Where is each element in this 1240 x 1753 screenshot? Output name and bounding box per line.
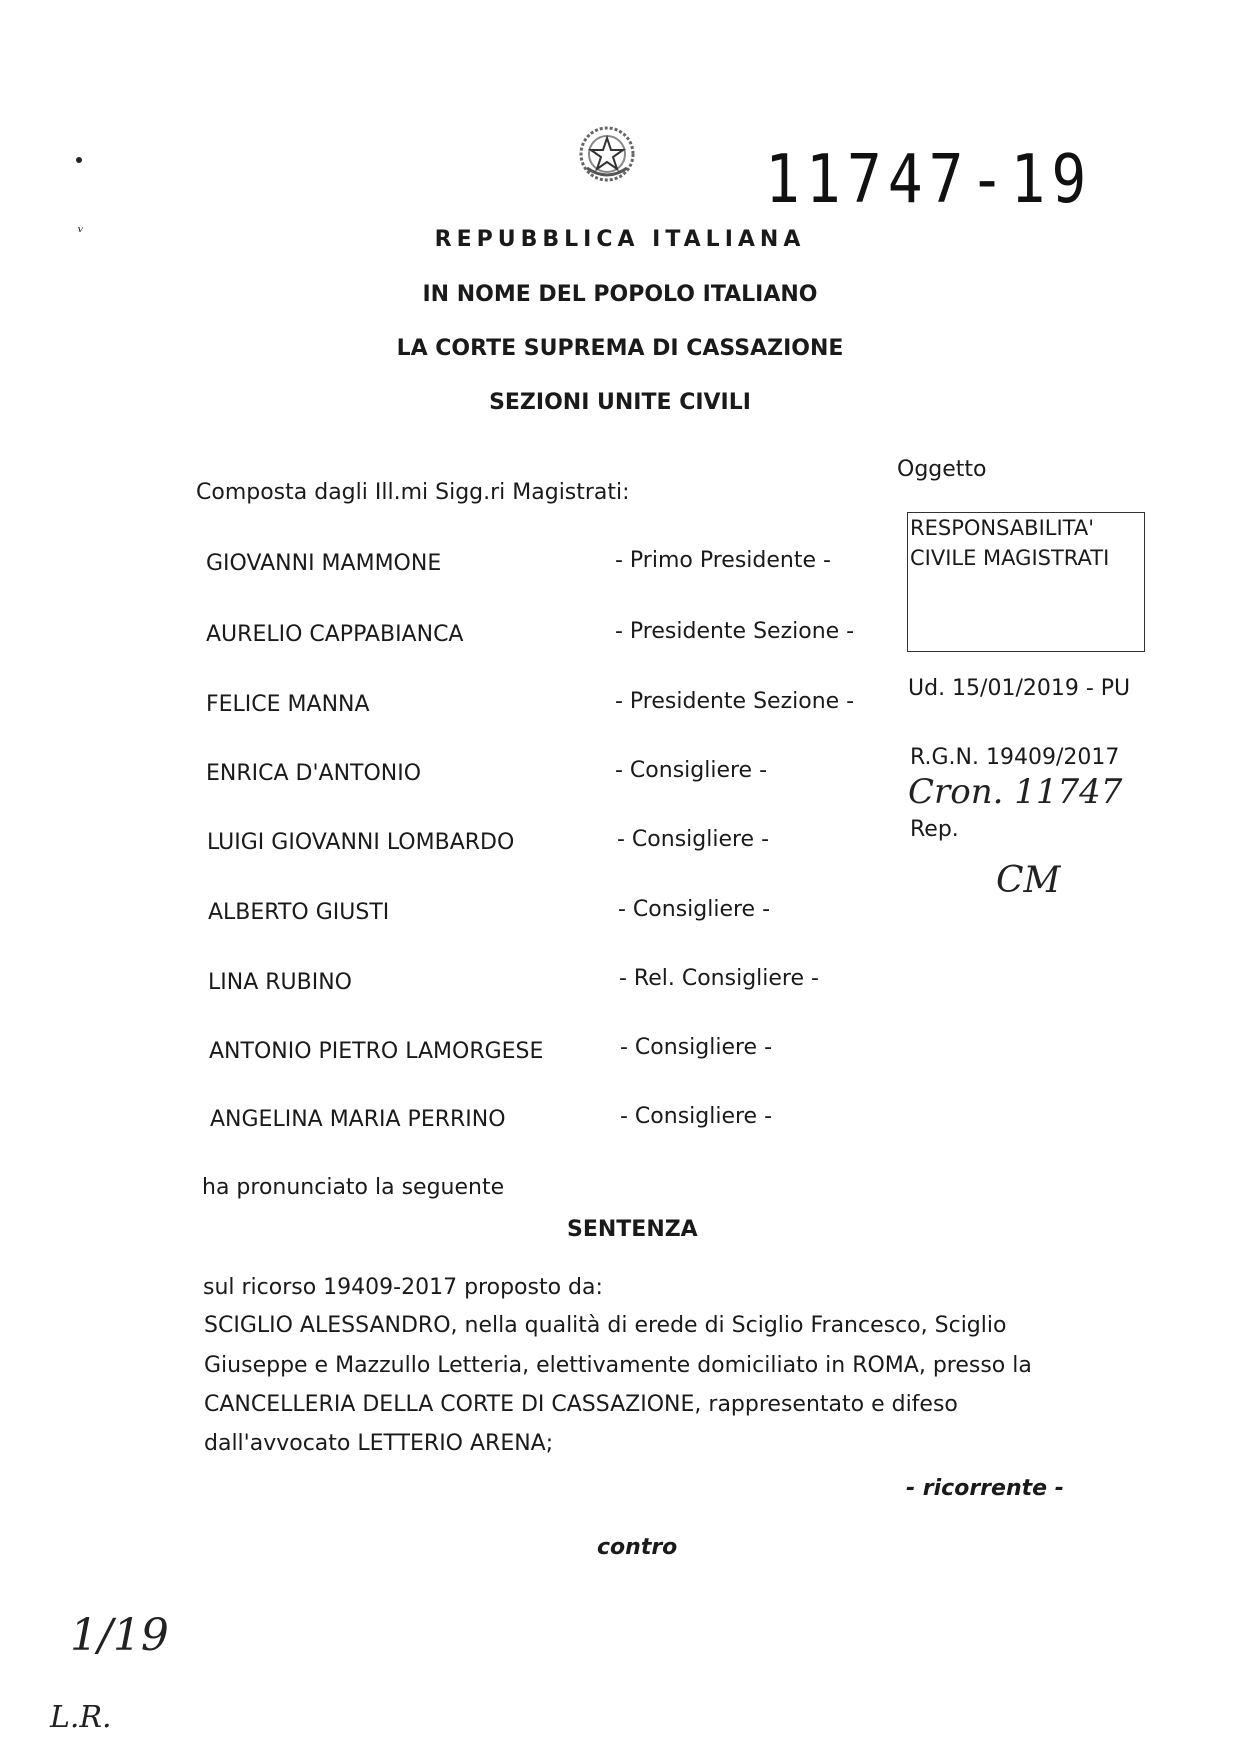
- judge-role-4: - Consigliere -: [615, 758, 768, 783]
- header-republic: REPUBBLICA ITALIANA: [434, 227, 806, 252]
- header-section: SEZIONI UNITE CIVILI: [489, 390, 751, 415]
- header-people: IN NOME DEL POPOLO ITALIANO: [422, 282, 818, 307]
- composition-label: Composta dagli Ill.mi Sigg.ri Magistrati:: [196, 480, 630, 505]
- rgn-number: R.G.N. 19409/2017: [910, 745, 1120, 770]
- judge-role-7: - Rel. Consigliere -: [619, 966, 819, 991]
- republic-emblem-icon: [577, 124, 637, 184]
- contro-label: contro: [597, 1535, 678, 1560]
- scan-dot: [76, 157, 82, 163]
- judge-role-9: - Consigliere -: [620, 1104, 773, 1129]
- judge-name-2: AURELIO CAPPABIANCA: [206, 622, 464, 647]
- judge-role-8: - Consigliere -: [620, 1035, 773, 1060]
- page-mark: 1/19: [70, 1610, 169, 1661]
- judge-name-5: LUIGI GIOVANNI LOMBARDO: [207, 830, 515, 855]
- judge-name-3: FELICE MANNA: [206, 692, 370, 717]
- judge-name-9: ANGELINA MARIA PERRINO: [210, 1107, 506, 1132]
- scan-mark: ᵛ: [78, 222, 84, 241]
- judge-name-8: ANTONIO PIETRO LAMORGESE: [209, 1039, 544, 1064]
- cron-handwritten: Cron. 11747: [908, 772, 1123, 812]
- judge-name-4: ENRICA D'ANTONIO: [206, 761, 422, 786]
- judge-role-6: - Consigliere -: [618, 897, 771, 922]
- judge-name-6: ALBERTO GIUSTI: [208, 900, 390, 925]
- body-line-4: dall'avvocato LETTERIO ARENA;: [204, 1431, 554, 1456]
- rep-initials: CM: [996, 860, 1061, 901]
- footer-initials: L.R.: [50, 1700, 112, 1735]
- judge-role-3: - Presidente Sezione -: [615, 689, 855, 714]
- judge-role-2: - Presidente Sezione -: [615, 619, 855, 644]
- body-line-3: CANCELLERIA DELLA CORTE DI CASSAZIONE, rappresentato e difeso: [204, 1392, 958, 1417]
- sentenza-title: SENTENZA: [567, 1217, 698, 1242]
- judge-role-5: - Consigliere -: [617, 827, 770, 852]
- body-line-1: SCIGLIO ALESSANDRO, nella qualità di erede di Sciglio Francesco, Sciglio: [204, 1313, 1007, 1338]
- document-number: 11747-19: [765, 140, 1093, 219]
- judge-name-1: GIOVANNI MAMMONE: [206, 551, 442, 576]
- oggetto-line-1: RESPONSABILITA': [910, 516, 1095, 540]
- oggetto-line-2: CIVILE MAGISTRATI: [910, 546, 1110, 570]
- oggetto-label: Oggetto: [897, 457, 987, 482]
- header-court: LA CORTE SUPREMA DI CASSAZIONE: [396, 336, 844, 361]
- judge-name-7: LINA RUBINO: [208, 970, 352, 995]
- oggetto-box: [907, 512, 1145, 652]
- judge-role-1: - Primo Presidente -: [615, 548, 831, 573]
- ricorrente-label: - ricorrente -: [906, 1476, 1064, 1501]
- pronounced-text: ha pronunciato la seguente: [202, 1175, 505, 1200]
- hearing-date: Ud. 15/01/2019 - PU: [908, 676, 1131, 701]
- body-line-2: Giuseppe e Mazzullo Letteria, elettivamente domiciliato in ROMA, presso la: [204, 1353, 1032, 1378]
- rep-label: Rep.: [910, 817, 959, 842]
- ricorso-intro: sul ricorso 19409-2017 proposto da:: [203, 1275, 603, 1300]
